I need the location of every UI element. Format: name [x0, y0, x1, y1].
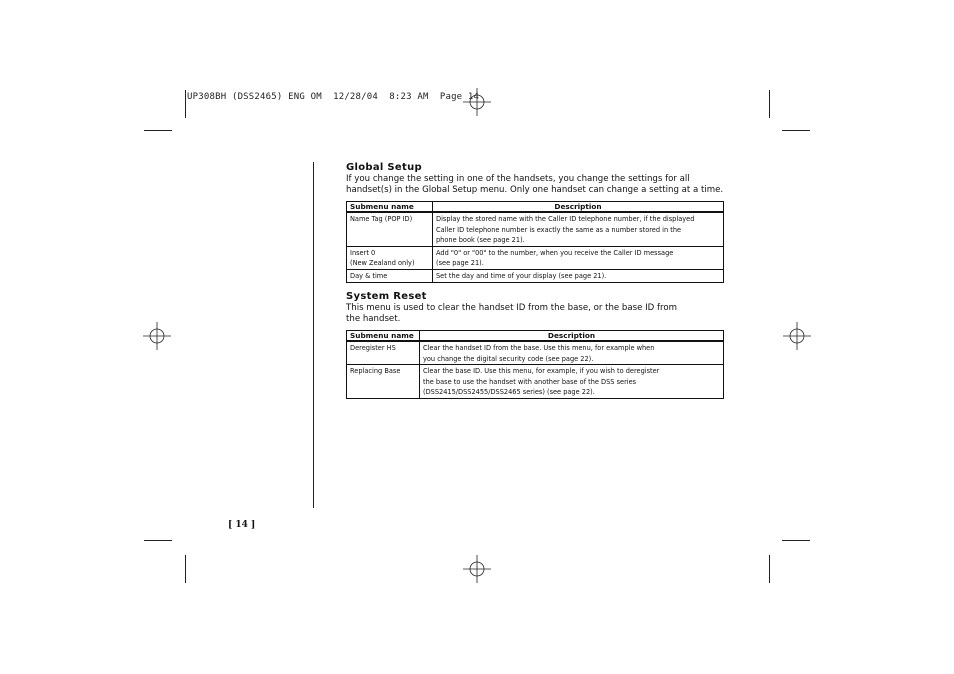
global-setup-title: Global Setup — [346, 162, 422, 173]
system-reset-intro-line-2: the handset. — [346, 314, 401, 324]
description-cell — [433, 269, 724, 282]
submenu-name: Day & time — [350, 271, 388, 280]
global-setup-intro — [346, 174, 726, 196]
page-number: [ 14 ] — [228, 520, 256, 530]
description-line: Display the stored name with the Caller ID telephone number, if the displayed — [436, 215, 695, 223]
crop-mark-top-right-h — [782, 130, 810, 131]
registration-mark-bottom-icon — [463, 555, 491, 583]
submenu-name-cell — [347, 212, 433, 246]
submenu-name: Insert 0 — [350, 248, 376, 257]
system-reset-intro — [346, 303, 726, 325]
crop-mark-bottom-left-h — [144, 540, 172, 541]
description-cell — [433, 246, 724, 269]
print-header: UP308BH (DSS2465) ENG OM 12/28/04 8:23 AM Page 14 — [187, 92, 480, 102]
crop-mark-bottom-left-v — [185, 555, 186, 583]
registration-mark-right-icon — [783, 322, 811, 350]
crop-mark-bottom-right-h — [782, 540, 810, 541]
global-setup-section — [346, 162, 726, 283]
system-reset-intro-line-1: This menu is used to clear the handset ID from the base, or the base ID from — [346, 303, 678, 313]
submenu-name-cell — [347, 341, 420, 365]
table-row — [347, 246, 724, 269]
crop-mark-top-left-v — [185, 90, 186, 118]
description-line: Add "0" or "00" to the number, when you receive the Caller ID message — [436, 248, 674, 257]
table-row — [347, 269, 724, 282]
table-header-row — [347, 331, 724, 342]
submenu-name: Deregister HS — [350, 344, 396, 352]
description-line: you change the digital security code (see page 22). — [423, 354, 594, 363]
description-cell — [433, 212, 724, 246]
system-reset-section — [346, 291, 726, 399]
table-row — [347, 212, 724, 246]
description-line: Clear the handset ID from the base. Use this menu, for example when — [423, 344, 655, 352]
table-row — [347, 341, 724, 365]
description-line: Caller ID telephone number is exactly the same as a number stored in the — [436, 225, 682, 234]
submenu-name: Name Tag (POP ID) — [350, 215, 413, 223]
global-setup-table — [346, 201, 724, 283]
system-reset-title: System Reset — [346, 291, 427, 302]
description-line: (see page 21). — [436, 259, 484, 268]
global-setup-intro-line-2: handset(s) in the Global Setup menu. Only one handset can change a setting at a time. — [346, 185, 724, 195]
system-reset-table — [346, 330, 724, 399]
description-cell — [420, 341, 724, 365]
column-header-description: Description — [433, 202, 724, 213]
description-line: Clear the base ID. Use this menu, for example, if you wish to deregister — [423, 367, 660, 376]
submenu-name-cell — [347, 269, 433, 282]
description-line: phone book (see page 21). — [436, 236, 525, 245]
global-setup-intro-line-1: If you change the setting in one of the handsets, you change the settings for all — [346, 174, 690, 184]
column-header-submenu: Submenu name — [347, 202, 433, 213]
registration-mark-top-icon — [463, 88, 491, 116]
submenu-name-note: (New Zealand only) — [350, 259, 415, 268]
submenu-name-cell — [347, 365, 420, 399]
submenu-name: Replacing Base — [350, 367, 401, 376]
column-header-submenu: Submenu name — [347, 331, 420, 342]
description-cell — [420, 365, 724, 399]
column-divider — [313, 162, 314, 508]
crop-mark-top-left-h — [144, 130, 172, 131]
description-line: Set the day and time of your display (see page 21). — [436, 271, 607, 280]
table-header-row — [347, 202, 724, 213]
column-header-description: Description — [420, 331, 724, 342]
table-row — [347, 365, 724, 399]
crop-mark-top-right-v — [769, 90, 770, 118]
description-line: (DSS2415/DSS2455/DSS2465 series) (see page 22). — [423, 388, 595, 397]
description-line: the base to use the handset with another base of the DSS series — [423, 377, 637, 386]
crop-mark-bottom-right-v — [769, 555, 770, 583]
registration-mark-left-icon — [143, 322, 171, 350]
submenu-name-cell — [347, 246, 433, 269]
